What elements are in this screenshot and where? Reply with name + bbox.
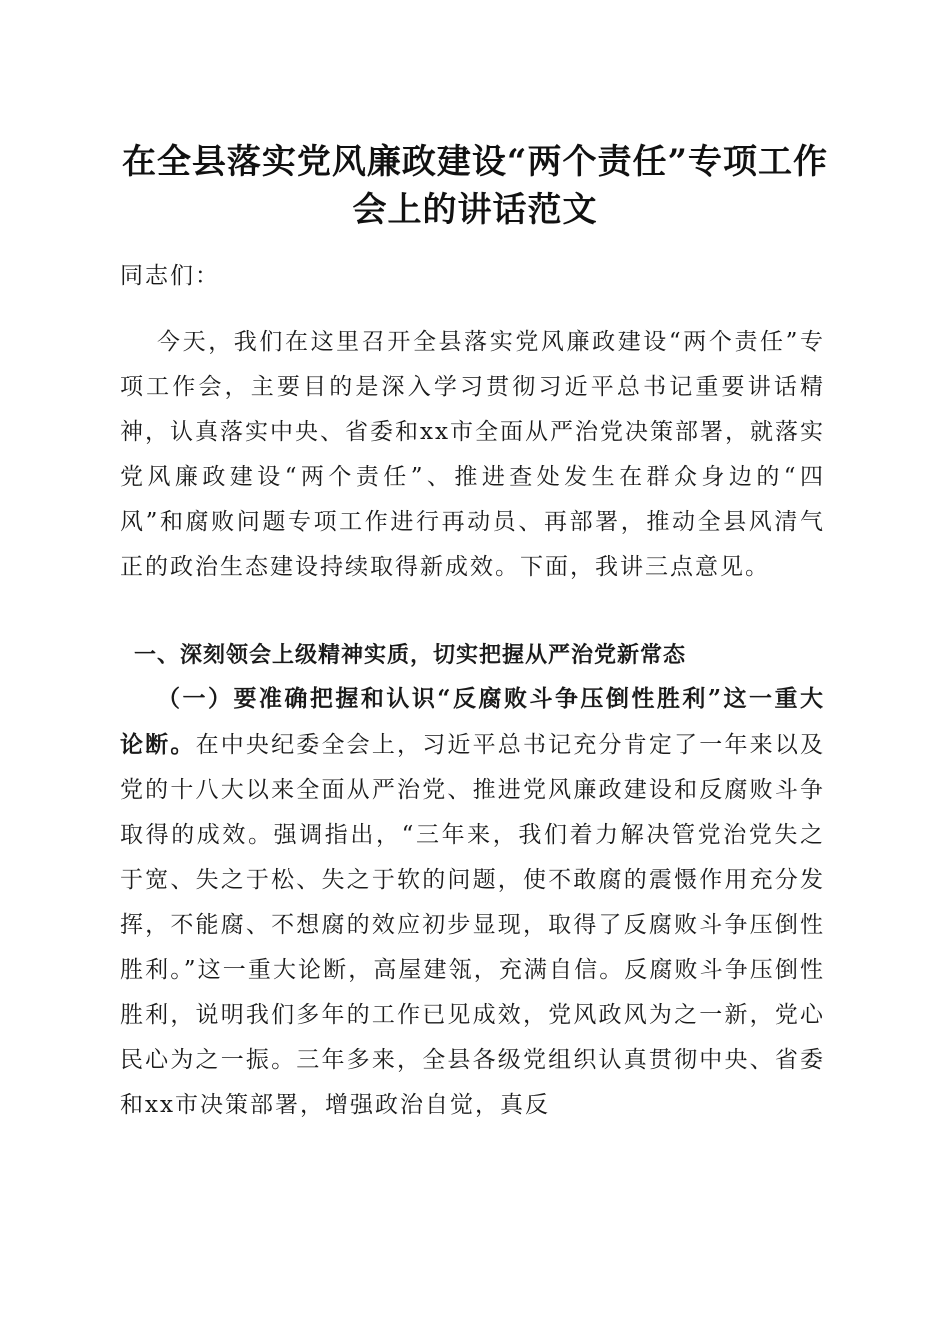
subsection-heading-1: （一）要准确把握和认识“反腐败斗争压倒性胜利”这一重大论断。 [120, 685, 825, 758]
greeting: 同志们： [120, 263, 220, 289]
document-title: 在全县落实党风廉政建设“两个责任”专项工作会上的讲话范文 [121, 142, 829, 230]
opening-paragraph: 今天，我们在这里召开全县落实党风廉政建设“两个责任”专项工作会，主要目的是深入学习贯彻习近平总书记重要讲话精神，认真落实中央、省委和xx市全面从严治党决策部署，就落实党风廉政建设“两个责任”、推进查处发生在群众身边的“四风”和腐败问题专项工作进行再动员、再部署，推动全县风清气正的政治生态建设持续取得新成效。下面，我讲三点意见。 [120, 329, 825, 580]
subsection-body-1: 在中央纪委全会上，习近平总书记充分肯定了一年来以及党的十八大以来全面从严治党、推进党风廉政建设和反腐败斗争取得的成效。强调指出，“三年来，我们着力解决管党治党失之于宽、失之于松、失之于软的问题，使不敢腐的震慑作用充分发挥，不能腐、不想腐的效应初步显现，取得了反腐败斗争压倒性胜利。”这一重大论断，高屋建瓴，充满自信。反腐败斗争压倒性胜利，说明我们多年的工作已见成效，党风政风为之一新，党心民心为之一振。三年多来，全县各级党组织认真贯彻中央、省委和xx市决策部署，增强政治自觉，真反 [120, 732, 826, 1118]
section-heading-1: 一、深刻领会上级精神实质，切实把握从严治党新常态 [134, 643, 687, 668]
subsection-paragraph-1 [120, 676, 825, 1128]
